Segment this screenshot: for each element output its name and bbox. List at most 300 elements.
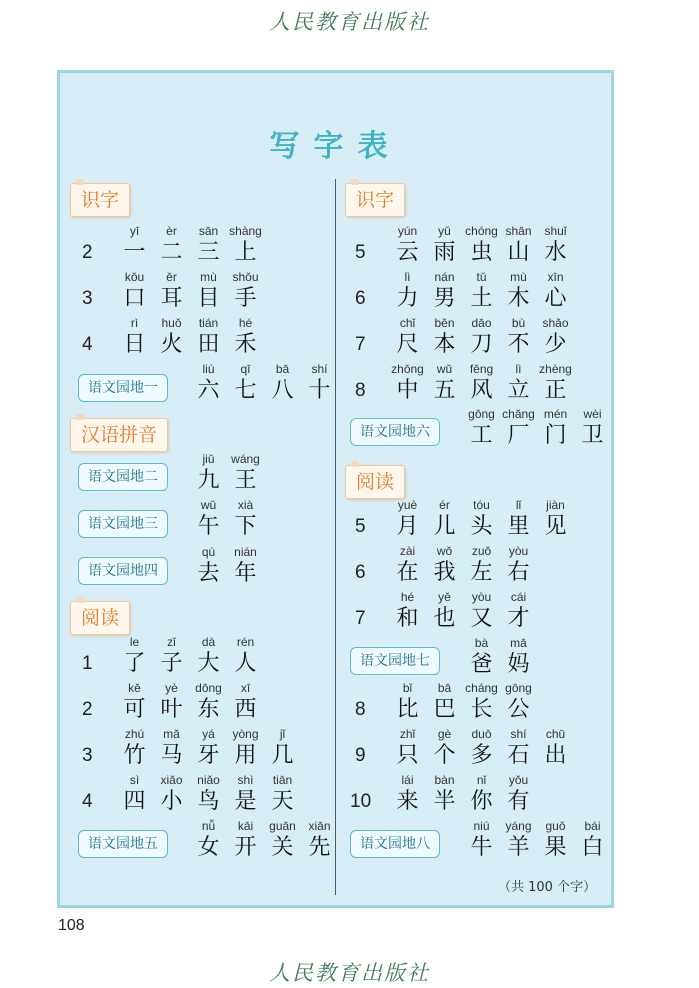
character-cell bbox=[500, 589, 537, 633]
pinyin-label: yún bbox=[397, 224, 418, 238]
pinyin-label: bà bbox=[474, 636, 489, 650]
pinyin-label: bā bbox=[437, 681, 452, 695]
character-cell bbox=[426, 269, 463, 313]
pinyin-label: cháng bbox=[465, 681, 498, 695]
hanzi-character: 西 bbox=[234, 697, 257, 722]
pinyin-label: xiān bbox=[308, 819, 331, 833]
character-cell bbox=[153, 726, 190, 770]
character-cell bbox=[190, 361, 227, 405]
pinyin-label: bù bbox=[511, 316, 526, 330]
pinyin-label: mǎ bbox=[163, 727, 180, 741]
hanzi-character: 十 bbox=[308, 378, 331, 403]
pinyin-label: yě bbox=[438, 590, 451, 604]
hanzi-character: 人 bbox=[234, 651, 257, 676]
hanzi-character: 风 bbox=[470, 378, 493, 403]
pinyin-label: tiān bbox=[272, 773, 293, 787]
character-cell bbox=[190, 497, 227, 541]
hanzi-character: 六 bbox=[197, 378, 220, 403]
pinyin-label: hé bbox=[238, 316, 253, 330]
hanzi-character: 手 bbox=[234, 286, 257, 311]
character-cell bbox=[116, 680, 153, 724]
hanzi-character: 去 bbox=[197, 561, 220, 586]
hanzi-character: 大 bbox=[197, 651, 220, 676]
pinyin-label: yè bbox=[165, 681, 178, 695]
pinyin-label: jǐ bbox=[279, 727, 286, 741]
chinese-garden-label: 语文园地一 bbox=[78, 374, 168, 402]
chinese-garden-label: 语文园地三 bbox=[78, 510, 168, 538]
pinyin-label: gè bbox=[437, 727, 452, 741]
pinyin-label: chóng bbox=[465, 224, 498, 238]
character-row bbox=[116, 269, 264, 313]
character-cell bbox=[426, 772, 463, 816]
character-cell bbox=[227, 497, 264, 541]
pinyin-label: rén bbox=[236, 635, 255, 649]
character-cell bbox=[426, 726, 463, 770]
pinyin-label: lì bbox=[515, 362, 522, 376]
lesson-number: 5 bbox=[355, 242, 366, 263]
character-cell bbox=[537, 223, 574, 267]
hanzi-character: 妈 bbox=[507, 652, 530, 677]
hanzi-character: 只 bbox=[396, 743, 419, 768]
pinyin-label: lì bbox=[404, 270, 411, 284]
pinyin-label: rì bbox=[130, 316, 139, 330]
hanzi-character: 上 bbox=[234, 240, 257, 265]
pinyin-label: cái bbox=[510, 590, 527, 604]
pinyin-label: xià bbox=[237, 498, 254, 512]
pinyin-label: duō bbox=[471, 727, 492, 741]
pinyin-label: shàng bbox=[229, 224, 262, 238]
character-cell bbox=[190, 315, 227, 359]
pinyin-label: huǒ bbox=[161, 316, 182, 330]
hanzi-character: 水 bbox=[544, 240, 567, 265]
chinese-garden-label: 语文园地八 bbox=[350, 830, 440, 858]
hanzi-character: 小 bbox=[160, 789, 183, 814]
character-cell bbox=[463, 726, 500, 770]
hanzi-character: 公 bbox=[507, 697, 530, 722]
hanzi-character: 口 bbox=[123, 286, 146, 311]
hanzi-character: 虫 bbox=[470, 240, 493, 265]
pinyin-label: dà bbox=[201, 635, 216, 649]
character-cell bbox=[227, 544, 264, 588]
pinyin-label: dāo bbox=[471, 316, 492, 330]
character-cell bbox=[227, 680, 264, 724]
hanzi-character: 七 bbox=[234, 378, 257, 403]
lesson-number: 3 bbox=[82, 745, 93, 766]
character-cell bbox=[463, 772, 500, 816]
hanzi-character: 东 bbox=[197, 697, 220, 722]
character-row bbox=[190, 451, 264, 495]
hanzi-character: 几 bbox=[271, 743, 294, 768]
character-cell bbox=[500, 406, 537, 450]
character-cell bbox=[190, 680, 227, 724]
page-number: 108 bbox=[58, 917, 85, 934]
pinyin-label: kāi bbox=[237, 819, 254, 833]
character-cell bbox=[537, 726, 574, 770]
pinyin-label: běn bbox=[434, 316, 455, 330]
hanzi-character: 五 bbox=[433, 378, 456, 403]
hanzi-character: 可 bbox=[123, 697, 146, 722]
hanzi-character: 中 bbox=[396, 378, 419, 403]
hanzi-character: 开 bbox=[234, 835, 257, 860]
character-cell bbox=[500, 223, 537, 267]
character-cell bbox=[116, 315, 153, 359]
character-cell bbox=[153, 772, 190, 816]
character-cell bbox=[500, 543, 537, 587]
pinyin-label: kǒu bbox=[124, 270, 145, 284]
character-row bbox=[463, 635, 537, 679]
hanzi-character: 个 bbox=[433, 743, 456, 768]
pinyin-label: le bbox=[129, 635, 140, 649]
character-cell bbox=[153, 315, 190, 359]
character-cell bbox=[153, 223, 190, 267]
page-title: 写字表 bbox=[269, 129, 402, 164]
character-cell bbox=[190, 451, 227, 495]
lesson-number: 9 bbox=[355, 745, 366, 766]
character-cell bbox=[153, 680, 190, 724]
publisher-footer: 人民教育出版社 bbox=[269, 961, 430, 985]
character-cell bbox=[500, 772, 537, 816]
hanzi-character: 牛 bbox=[470, 835, 493, 860]
pinyin-label: chū bbox=[545, 727, 566, 741]
hanzi-character: 男 bbox=[433, 286, 456, 311]
hanzi-character: 叶 bbox=[160, 697, 183, 722]
character-cell bbox=[389, 269, 426, 313]
character-row bbox=[389, 543, 537, 587]
hanzi-character: 力 bbox=[396, 286, 419, 311]
character-row bbox=[116, 772, 301, 816]
pinyin-label: bǐ bbox=[402, 681, 413, 695]
character-row bbox=[389, 772, 537, 816]
character-cell bbox=[537, 406, 574, 450]
pinyin-label: bā bbox=[275, 362, 290, 376]
pinyin-label: mén bbox=[543, 407, 568, 421]
hanzi-character: 二 bbox=[160, 240, 183, 265]
hanzi-character: 尺 bbox=[396, 332, 419, 357]
pinyin-label: ér bbox=[439, 498, 450, 512]
hanzi-character: 牙 bbox=[197, 743, 220, 768]
chinese-garden-label: 语文园地六 bbox=[350, 418, 440, 446]
pinyin-label: bàn bbox=[434, 773, 455, 787]
pinyin-label: niǎo bbox=[197, 773, 220, 787]
pinyin-label: èr bbox=[166, 224, 177, 238]
character-cell bbox=[264, 726, 301, 770]
pinyin-label: nǐ bbox=[476, 773, 487, 787]
character-cell bbox=[500, 315, 537, 359]
pinyin-label: shí bbox=[311, 362, 328, 376]
hanzi-character: 我 bbox=[433, 560, 456, 585]
pinyin-label: gōng bbox=[468, 407, 495, 421]
pinyin-label: mù bbox=[200, 270, 217, 284]
hanzi-character: 里 bbox=[507, 514, 530, 539]
hanzi-character: 你 bbox=[470, 789, 493, 814]
section-heading: 识字 bbox=[345, 183, 405, 217]
pinyin-label: yòu bbox=[471, 590, 492, 604]
character-cell bbox=[426, 680, 463, 724]
character-cell bbox=[500, 269, 537, 313]
pinyin-label: shí bbox=[510, 727, 527, 741]
pinyin-label: yuè bbox=[397, 498, 418, 512]
hanzi-character: 儿 bbox=[433, 514, 456, 539]
hanzi-character: 四 bbox=[123, 789, 146, 814]
character-cell bbox=[389, 680, 426, 724]
character-cell bbox=[426, 497, 463, 541]
character-row bbox=[389, 680, 537, 724]
character-cell bbox=[190, 269, 227, 313]
character-cell bbox=[190, 772, 227, 816]
pinyin-label: qù bbox=[201, 545, 216, 559]
character-cell bbox=[389, 772, 426, 816]
lesson-number: 2 bbox=[82, 242, 93, 263]
lesson-number: 4 bbox=[82, 334, 93, 355]
total-count-note: （共 100 个字） bbox=[498, 880, 597, 895]
character-cell bbox=[389, 223, 426, 267]
character-cell bbox=[301, 361, 338, 405]
hanzi-character: 半 bbox=[433, 789, 456, 814]
character-cell bbox=[227, 269, 264, 313]
character-cell bbox=[227, 634, 264, 678]
hanzi-character: 山 bbox=[507, 240, 530, 265]
hanzi-character: 又 bbox=[470, 606, 493, 631]
character-cell bbox=[227, 451, 264, 495]
hanzi-character: 来 bbox=[396, 789, 419, 814]
character-cell bbox=[116, 223, 153, 267]
hanzi-character: 巴 bbox=[433, 697, 456, 722]
character-cell bbox=[463, 361, 500, 405]
hanzi-character: 天 bbox=[271, 789, 294, 814]
pinyin-label: nǚ bbox=[201, 819, 216, 833]
character-cell bbox=[426, 543, 463, 587]
character-cell bbox=[227, 726, 264, 770]
character-cell bbox=[153, 634, 190, 678]
hanzi-character: 王 bbox=[234, 468, 257, 493]
hanzi-character: 是 bbox=[234, 789, 257, 814]
character-row bbox=[190, 544, 264, 588]
hanzi-character: 一 bbox=[123, 240, 146, 265]
hanzi-character: 木 bbox=[507, 286, 530, 311]
character-row bbox=[389, 497, 574, 541]
hanzi-character: 云 bbox=[396, 240, 419, 265]
hanzi-character: 爸 bbox=[470, 652, 493, 677]
hanzi-character: 了 bbox=[123, 651, 146, 676]
hanzi-character: 土 bbox=[470, 286, 493, 311]
character-cell bbox=[389, 589, 426, 633]
character-cell bbox=[389, 497, 426, 541]
hanzi-character: 有 bbox=[507, 789, 530, 814]
character-cell bbox=[227, 223, 264, 267]
hanzi-character: 头 bbox=[470, 514, 493, 539]
character-row bbox=[190, 818, 338, 862]
pinyin-label: lái bbox=[401, 773, 414, 787]
hanzi-character: 用 bbox=[234, 743, 257, 768]
character-cell bbox=[301, 818, 338, 862]
lesson-number: 4 bbox=[82, 791, 93, 812]
hanzi-character: 和 bbox=[396, 606, 419, 631]
character-row bbox=[116, 223, 264, 267]
hanzi-character: 工 bbox=[470, 423, 493, 448]
hanzi-character: 白 bbox=[581, 835, 604, 860]
pinyin-label: tǔ bbox=[476, 270, 487, 284]
hanzi-character: 耳 bbox=[160, 286, 183, 311]
pinyin-label: yǒu bbox=[508, 773, 529, 787]
pinyin-label: shì bbox=[237, 773, 254, 787]
chinese-garden-label: 语文园地四 bbox=[78, 557, 168, 585]
hanzi-character: 女 bbox=[197, 835, 220, 860]
character-cell bbox=[190, 544, 227, 588]
pinyin-label: zhǐ bbox=[399, 727, 416, 741]
pinyin-label: wèi bbox=[583, 407, 602, 421]
character-cell bbox=[426, 315, 463, 359]
hanzi-character: 也 bbox=[433, 606, 456, 631]
pinyin-label: xī bbox=[240, 681, 251, 695]
character-cell bbox=[463, 635, 500, 679]
pinyin-label: yá bbox=[202, 727, 215, 741]
lesson-number: 5 bbox=[355, 516, 366, 537]
hanzi-character: 正 bbox=[544, 378, 567, 403]
hanzi-character: 关 bbox=[271, 835, 294, 860]
pinyin-label: fēng bbox=[469, 362, 494, 376]
character-cell bbox=[153, 269, 190, 313]
character-cell bbox=[463, 223, 500, 267]
hanzi-character: 年 bbox=[234, 561, 257, 586]
character-cell bbox=[463, 497, 500, 541]
character-cell bbox=[389, 315, 426, 359]
pinyin-label: yī bbox=[129, 224, 140, 238]
hanzi-character: 多 bbox=[470, 743, 493, 768]
hanzi-character: 日 bbox=[123, 332, 146, 357]
pinyin-label: wǒ bbox=[436, 544, 453, 558]
section-heading: 识字 bbox=[70, 183, 130, 217]
hanzi-character: 刀 bbox=[470, 332, 493, 357]
character-cell bbox=[500, 497, 537, 541]
pinyin-label: kě bbox=[128, 681, 141, 695]
publisher-header: 人民教育出版社 bbox=[269, 10, 430, 34]
hanzi-character: 比 bbox=[396, 697, 419, 722]
character-row bbox=[463, 406, 611, 450]
chinese-garden-label: 语文园地七 bbox=[350, 647, 440, 675]
pinyin-label: zhú bbox=[124, 727, 145, 741]
hanzi-character: 卫 bbox=[581, 423, 604, 448]
pinyin-label: yáng bbox=[505, 819, 532, 833]
hanzi-character: 本 bbox=[433, 332, 456, 357]
character-cell bbox=[116, 634, 153, 678]
character-cell bbox=[389, 361, 426, 405]
hanzi-character: 鸟 bbox=[197, 789, 220, 814]
pinyin-label: jiàn bbox=[546, 498, 565, 512]
chinese-garden-label: 语文园地五 bbox=[78, 830, 168, 858]
character-cell bbox=[116, 726, 153, 770]
character-cell bbox=[463, 269, 500, 313]
pinyin-label: mā bbox=[510, 636, 527, 650]
pinyin-label: sì bbox=[129, 773, 140, 787]
pinyin-label: bái bbox=[584, 819, 601, 833]
character-cell bbox=[426, 589, 463, 633]
writing-chart-panel bbox=[57, 70, 614, 908]
hanzi-character: 雨 bbox=[433, 240, 456, 265]
pinyin-label: shǎo bbox=[542, 316, 569, 330]
hanzi-character: 午 bbox=[197, 514, 220, 539]
hanzi-character: 三 bbox=[197, 240, 220, 265]
character-cell bbox=[227, 772, 264, 816]
pinyin-label: niú bbox=[473, 819, 490, 833]
pinyin-label: hé bbox=[400, 590, 415, 604]
pinyin-label: nán bbox=[434, 270, 455, 284]
character-cell bbox=[537, 361, 574, 405]
lesson-number: 8 bbox=[355, 380, 366, 401]
character-row bbox=[463, 818, 611, 862]
pinyin-label: wáng bbox=[231, 452, 260, 466]
pinyin-label: wǔ bbox=[436, 362, 453, 376]
hanzi-character: 羊 bbox=[507, 835, 530, 860]
character-cell bbox=[426, 223, 463, 267]
hanzi-character: 马 bbox=[160, 743, 183, 768]
section-heading: 阅读 bbox=[70, 601, 130, 635]
character-cell bbox=[463, 818, 500, 862]
character-cell bbox=[190, 634, 227, 678]
character-row bbox=[389, 361, 574, 405]
pinyin-label: wǔ bbox=[200, 498, 217, 512]
hanzi-character: 少 bbox=[544, 332, 567, 357]
pinyin-label: yòu bbox=[508, 544, 529, 558]
character-cell bbox=[190, 223, 227, 267]
hanzi-character: 长 bbox=[470, 697, 493, 722]
pinyin-label: ěr bbox=[166, 270, 177, 284]
hanzi-character: 见 bbox=[544, 514, 567, 539]
hanzi-character: 子 bbox=[160, 651, 183, 676]
character-cell bbox=[537, 315, 574, 359]
hanzi-character: 禾 bbox=[234, 332, 257, 357]
pinyin-label: qī bbox=[240, 362, 251, 376]
character-cell bbox=[190, 726, 227, 770]
pinyin-label: zǐ bbox=[167, 635, 176, 649]
pinyin-label: xīn bbox=[547, 270, 564, 284]
character-cell bbox=[500, 726, 537, 770]
pinyin-label: chǎng bbox=[502, 407, 535, 421]
pinyin-label: dōng bbox=[195, 681, 222, 695]
character-cell bbox=[500, 361, 537, 405]
hanzi-character: 出 bbox=[544, 743, 567, 768]
pinyin-label: xiǎo bbox=[160, 773, 183, 787]
character-row bbox=[190, 361, 338, 405]
column-divider bbox=[335, 179, 336, 895]
character-row bbox=[389, 726, 574, 770]
pinyin-label: shuǐ bbox=[544, 224, 567, 238]
hanzi-character: 竹 bbox=[123, 743, 146, 768]
hanzi-character: 心 bbox=[544, 286, 567, 311]
hanzi-character: 门 bbox=[544, 423, 567, 448]
pinyin-label: zhōng bbox=[391, 362, 424, 376]
character-cell bbox=[463, 543, 500, 587]
hanzi-character: 先 bbox=[308, 835, 331, 860]
pinyin-label: tián bbox=[198, 316, 219, 330]
character-cell bbox=[264, 818, 301, 862]
hanzi-character: 田 bbox=[197, 332, 220, 357]
pinyin-label: zuǒ bbox=[471, 544, 492, 558]
character-row bbox=[389, 223, 574, 267]
character-cell bbox=[500, 818, 537, 862]
character-cell bbox=[227, 315, 264, 359]
pinyin-label: tóu bbox=[473, 498, 490, 512]
section-heading: 阅读 bbox=[345, 465, 405, 499]
character-cell bbox=[463, 680, 500, 724]
character-row bbox=[389, 269, 574, 313]
lesson-number: 1 bbox=[82, 653, 93, 674]
lesson-number: 2 bbox=[82, 699, 93, 720]
section-heading: 汉语拼音 bbox=[70, 418, 168, 452]
pinyin-label: gōng bbox=[505, 681, 532, 695]
hanzi-character: 立 bbox=[507, 378, 530, 403]
chinese-garden-label: 语文园地二 bbox=[78, 463, 168, 491]
hanzi-character: 不 bbox=[507, 332, 530, 357]
